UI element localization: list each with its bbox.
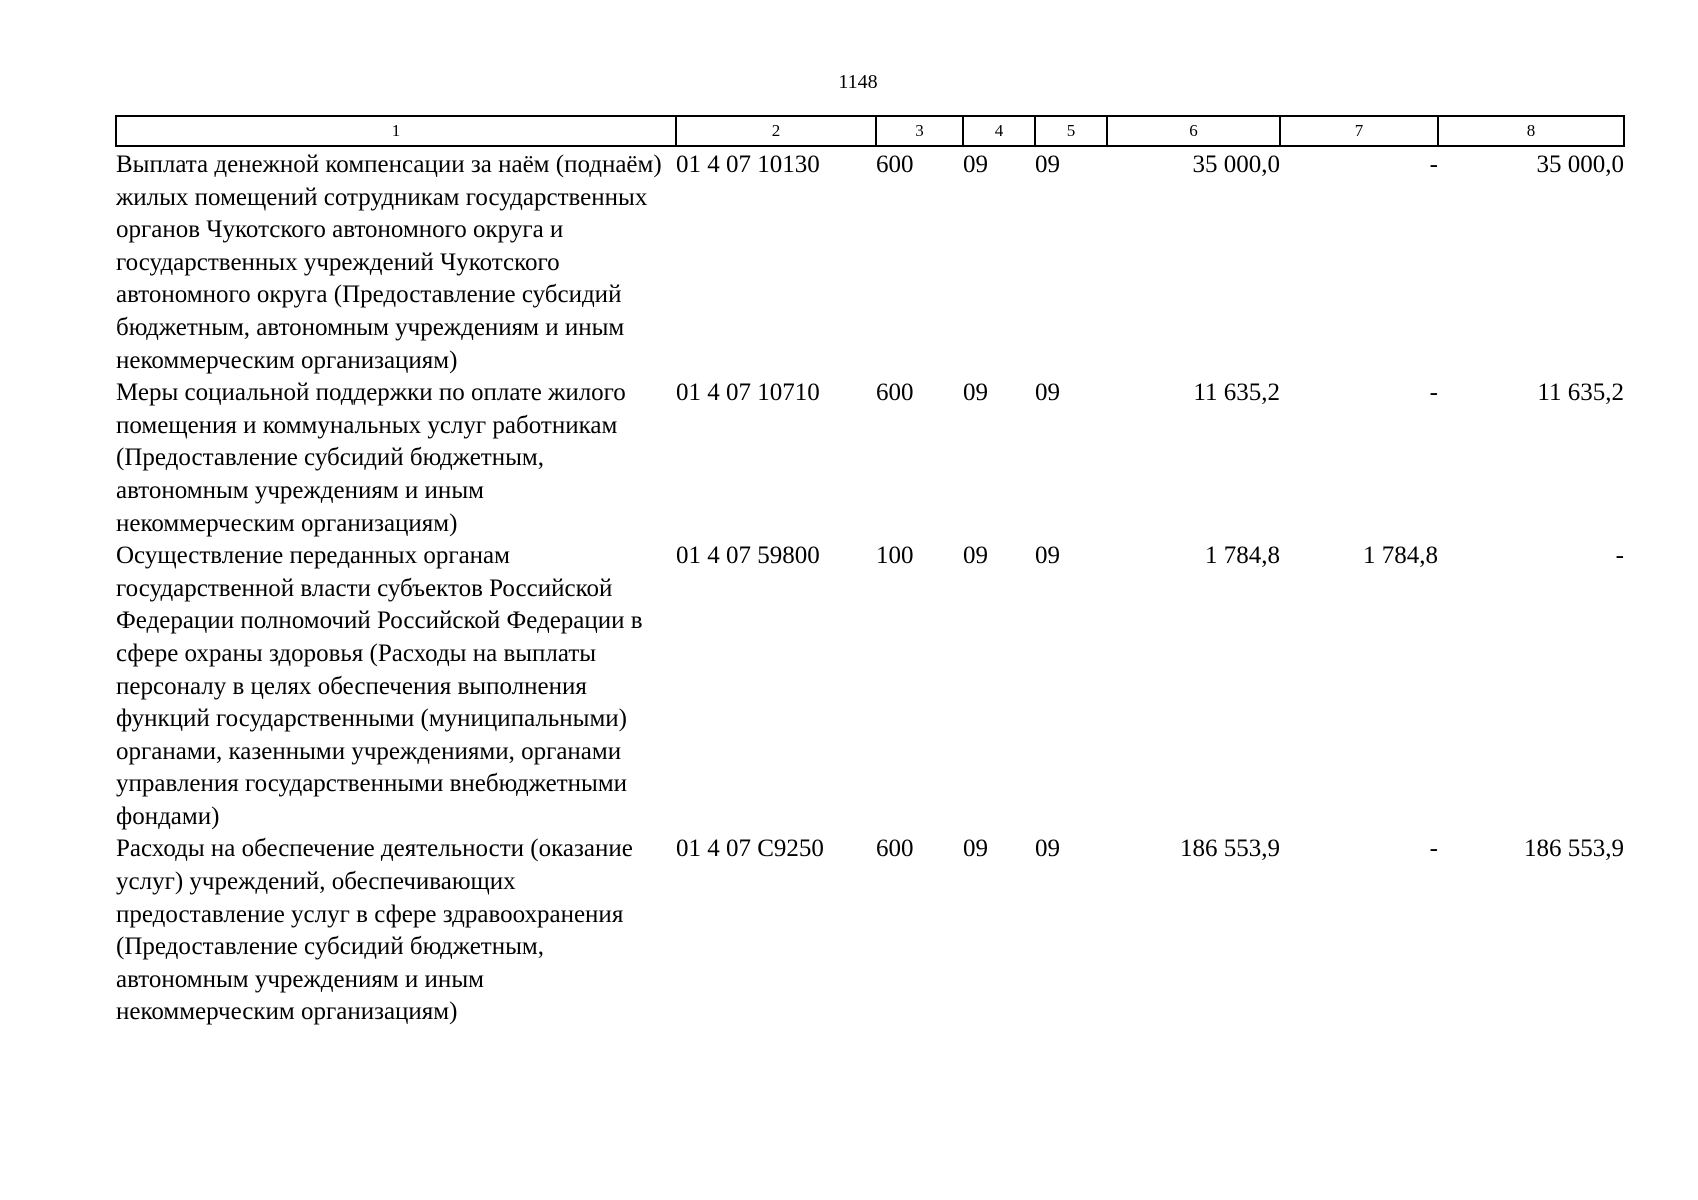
row-amount-col8: 186 553,9 [1524,835,1624,863]
row-description: Расходы на обеспечение деятельности (оказание услуг) учреждений, обеспечивающих предоставление услуг в сфере здравоохранения (Предоставление субсидий бюджетным, автономным учреждениям и иным некоммерческим организациям) [116,835,633,1026]
row-section: 09 [963,542,988,570]
row-target-code: 01 4 07 10710 [676,379,820,407]
row-section: 09 [963,835,988,863]
row-expense-type: 600 [876,151,914,178]
column-header-4: 4 [963,116,1035,146]
row-amount-col7: - [1429,379,1438,407]
table-row [116,377,1624,540]
row-target-code: 01 4 07 С9250 [676,835,824,863]
row-amount-col8: 11 635,2 [1537,379,1624,407]
row-subsection: 09 [1035,379,1060,407]
row-description: Осуществление переданных органам государственной власти субъектов Российской Федерации полномочий Российской Федерации в сфере охраны здоровья (Расходы на выплаты персоналу в целях обеспечения выполнения функций государственными (муниципальными) органами, казенными учреждениями, органами управления государственными внебюджетными фондами) [116,542,643,830]
column-header-6: 6 [1107,116,1280,146]
row-amount-col7: - [1429,835,1438,863]
table-row [116,146,1624,377]
table-header [116,116,1624,146]
table-row [116,833,1624,1029]
column-header-5: 5 [1035,116,1107,146]
row-section: 09 [963,151,988,178]
row-amount-total: 1 784,8 [1205,542,1280,570]
page-number: 1148 [838,71,878,93]
row-amount-col8: - [1615,542,1624,570]
column-header-2: 2 [676,116,876,146]
budget-table [115,115,1625,1029]
table-row [116,540,1624,833]
row-target-code: 01 4 07 10130 [676,151,820,178]
row-section: 09 [963,379,988,407]
row-expense-type: 600 [876,835,914,863]
column-header-3: 3 [876,116,963,146]
row-subsection: 09 [1035,151,1060,178]
column-header-8: 8 [1438,116,1624,146]
row-description: Меры социальной поддержки по оплате жилого помещения и коммунальных услуг работникам (Предоставление субсидий бюджетным, автономным учреждениям и иным некоммерческим организациям) [116,379,626,537]
row-amount-total: 11 635,2 [1193,379,1280,407]
row-target-code: 01 4 07 59800 [676,542,820,570]
row-amount-col8: 35 000,0 [1536,151,1624,178]
column-header-1: 1 [116,116,676,146]
row-amount-total: 186 553,9 [1180,835,1280,863]
row-subsection: 09 [1035,835,1060,863]
row-amount-total: 35 000,0 [1192,151,1280,178]
table-body [116,146,1624,1029]
row-expense-type: 100 [876,542,914,570]
column-header-7: 7 [1280,116,1438,146]
row-amount-col7: - [1429,151,1438,178]
row-subsection: 09 [1035,542,1060,570]
header-row [116,116,1624,146]
row-expense-type: 600 [876,379,914,407]
row-description: Выплата денежной компенсации за наём (поднаём) жилых помещений сотрудникам государственных органов Чукотского автономного округа и государственных учреждений Чукотского автономного округа (Предоставление субсидий бюджетным, автономным учреждениям и иным некоммерческим организациям) [116,151,662,374]
row-amount-col7: 1 784,8 [1363,542,1438,570]
